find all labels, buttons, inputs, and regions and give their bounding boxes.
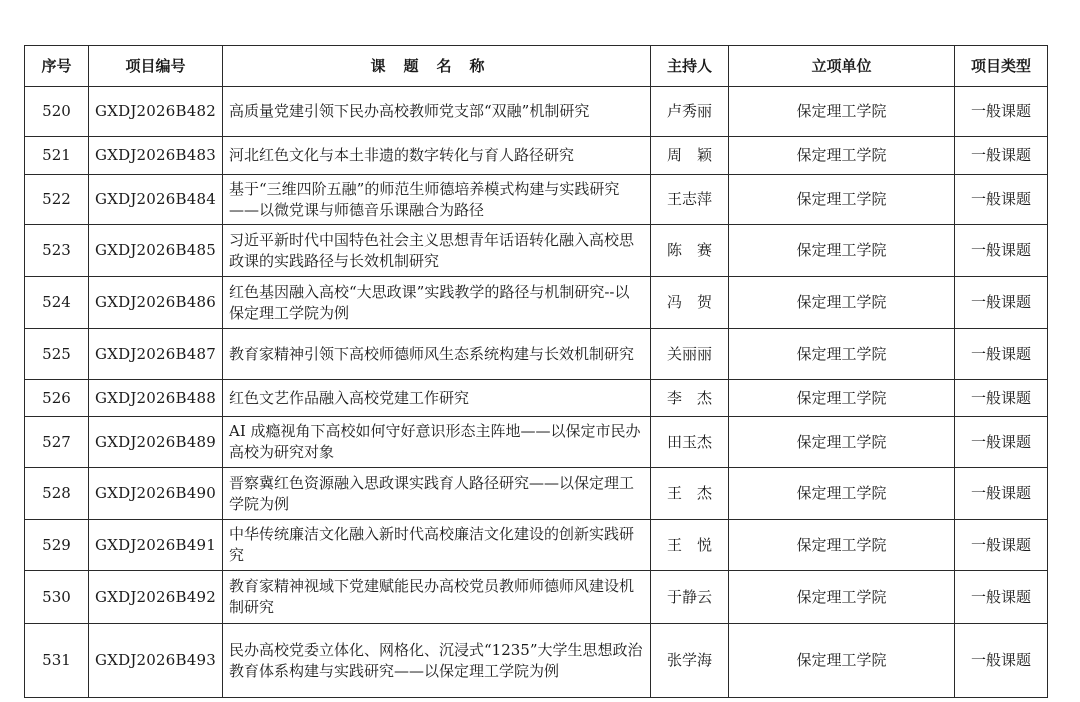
cell-type: 一般课题 xyxy=(955,175,1048,225)
cell-host: 田玉杰 xyxy=(651,417,729,468)
cell-code: GXDJ2026B487 xyxy=(89,329,223,380)
cell-seq: 524 xyxy=(25,277,89,329)
cell-seq: 520 xyxy=(25,87,89,137)
cell-seq: 526 xyxy=(25,380,89,417)
cell-title: 红色基因融入高校“大思政课”实践教学的路径与机制研究--以保定理工学院为例 xyxy=(223,277,651,329)
cell-title: AI 成瘾视角下高校如何守好意识形态主阵地——以保定市民办高校为研究对象 xyxy=(223,417,651,468)
table-row xyxy=(25,624,1048,698)
cell-seq: 528 xyxy=(25,468,89,520)
cell-host: 冯 贺 xyxy=(651,277,729,329)
cell-host: 王 悦 xyxy=(651,520,729,571)
cell-unit: 保定理工学院 xyxy=(729,417,955,468)
cell-host: 卢秀丽 xyxy=(651,87,729,137)
cell-type: 一般课题 xyxy=(955,417,1048,468)
cell-unit: 保定理工学院 xyxy=(729,137,955,175)
table-row xyxy=(25,571,1048,624)
cell-title: 中华传统廉洁文化融入新时代高校廉洁文化建设的创新实践研究 xyxy=(223,520,651,571)
cell-seq: 530 xyxy=(25,571,89,624)
cell-type: 一般课题 xyxy=(955,225,1048,277)
header-seq: 序号 xyxy=(25,46,89,87)
table-row xyxy=(25,87,1048,137)
cell-seq: 522 xyxy=(25,175,89,225)
cell-unit: 保定理工学院 xyxy=(729,87,955,137)
cell-type: 一般课题 xyxy=(955,520,1048,571)
cell-title: 习近平新时代中国特色社会主义思想青年话语转化融入高校思政课的实践路径与长效机制研究 xyxy=(223,225,651,277)
cell-type: 一般课题 xyxy=(955,380,1048,417)
cell-seq: 531 xyxy=(25,624,89,698)
cell-host: 王志萍 xyxy=(651,175,729,225)
cell-title: 红色文艺作品融入高校党建工作研究 xyxy=(223,380,651,417)
cell-code: GXDJ2026B484 xyxy=(89,175,223,225)
cell-code: GXDJ2026B492 xyxy=(89,571,223,624)
cell-type: 一般课题 xyxy=(955,624,1048,698)
cell-host: 李 杰 xyxy=(651,380,729,417)
cell-type: 一般课题 xyxy=(955,468,1048,520)
cell-host: 张学海 xyxy=(651,624,729,698)
cell-code: GXDJ2026B486 xyxy=(89,277,223,329)
header-type: 项目类型 xyxy=(955,46,1048,87)
cell-code: GXDJ2026B482 xyxy=(89,87,223,137)
cell-unit: 保定理工学院 xyxy=(729,380,955,417)
cell-type: 一般课题 xyxy=(955,571,1048,624)
cell-title: 基于“三维四阶五融”的师范生师德培养模式构建与实践研究——以微党课与师德音乐课融合为路径 xyxy=(223,175,651,225)
cell-host: 关丽丽 xyxy=(651,329,729,380)
cell-seq: 521 xyxy=(25,137,89,175)
header-unit: 立项单位 xyxy=(729,46,955,87)
cell-type: 一般课题 xyxy=(955,87,1048,137)
cell-type: 一般课题 xyxy=(955,137,1048,175)
table-row xyxy=(25,137,1048,175)
cell-title: 教育家精神引领下高校师德师风生态系统构建与长效机制研究 xyxy=(223,329,651,380)
table-row xyxy=(25,277,1048,329)
header-title: 课题名称 xyxy=(223,46,651,87)
cell-host: 于静云 xyxy=(651,571,729,624)
cell-code: GXDJ2026B491 xyxy=(89,520,223,571)
table-row xyxy=(25,329,1048,380)
header-host: 主持人 xyxy=(651,46,729,87)
cell-type: 一般课题 xyxy=(955,329,1048,380)
table-row xyxy=(25,175,1048,225)
cell-unit: 保定理工学院 xyxy=(729,225,955,277)
cell-unit: 保定理工学院 xyxy=(729,329,955,380)
cell-code: GXDJ2026B490 xyxy=(89,468,223,520)
cell-unit: 保定理工学院 xyxy=(729,277,955,329)
cell-host: 陈 赛 xyxy=(651,225,729,277)
cell-title: 晋察冀红色资源融入思政课实践育人路径研究——以保定理工学院为例 xyxy=(223,468,651,520)
project-table xyxy=(24,45,1048,698)
cell-seq: 527 xyxy=(25,417,89,468)
cell-code: GXDJ2026B489 xyxy=(89,417,223,468)
cell-unit: 保定理工学院 xyxy=(729,520,955,571)
table-row xyxy=(25,380,1048,417)
cell-title: 高质量党建引领下民办高校教师党支部“双融”机制研究 xyxy=(223,87,651,137)
cell-seq: 523 xyxy=(25,225,89,277)
cell-code: GXDJ2026B488 xyxy=(89,380,223,417)
cell-unit: 保定理工学院 xyxy=(729,624,955,698)
cell-title: 教育家精神视域下党建赋能民办高校党员教师师德师风建设机制研究 xyxy=(223,571,651,624)
cell-unit: 保定理工学院 xyxy=(729,468,955,520)
cell-code: GXDJ2026B483 xyxy=(89,137,223,175)
cell-seq: 525 xyxy=(25,329,89,380)
header-code: 项目编号 xyxy=(89,46,223,87)
cell-host: 王 杰 xyxy=(651,468,729,520)
table-row xyxy=(25,520,1048,571)
table-row xyxy=(25,225,1048,277)
table-header-row xyxy=(25,46,1048,87)
cell-code: GXDJ2026B485 xyxy=(89,225,223,277)
cell-seq: 529 xyxy=(25,520,89,571)
cell-unit: 保定理工学院 xyxy=(729,571,955,624)
cell-host: 周 颖 xyxy=(651,137,729,175)
table-row xyxy=(25,468,1048,520)
cell-code: GXDJ2026B493 xyxy=(89,624,223,698)
cell-type: 一般课题 xyxy=(955,277,1048,329)
cell-title: 河北红色文化与本土非遗的数字转化与育人路径研究 xyxy=(223,137,651,175)
cell-unit: 保定理工学院 xyxy=(729,175,955,225)
table-row xyxy=(25,417,1048,468)
cell-title: 民办高校党委立体化、网格化、沉浸式“1235”大学生思想政治教育体系构建与实践研究——以保定理工学院为例 xyxy=(223,624,651,698)
